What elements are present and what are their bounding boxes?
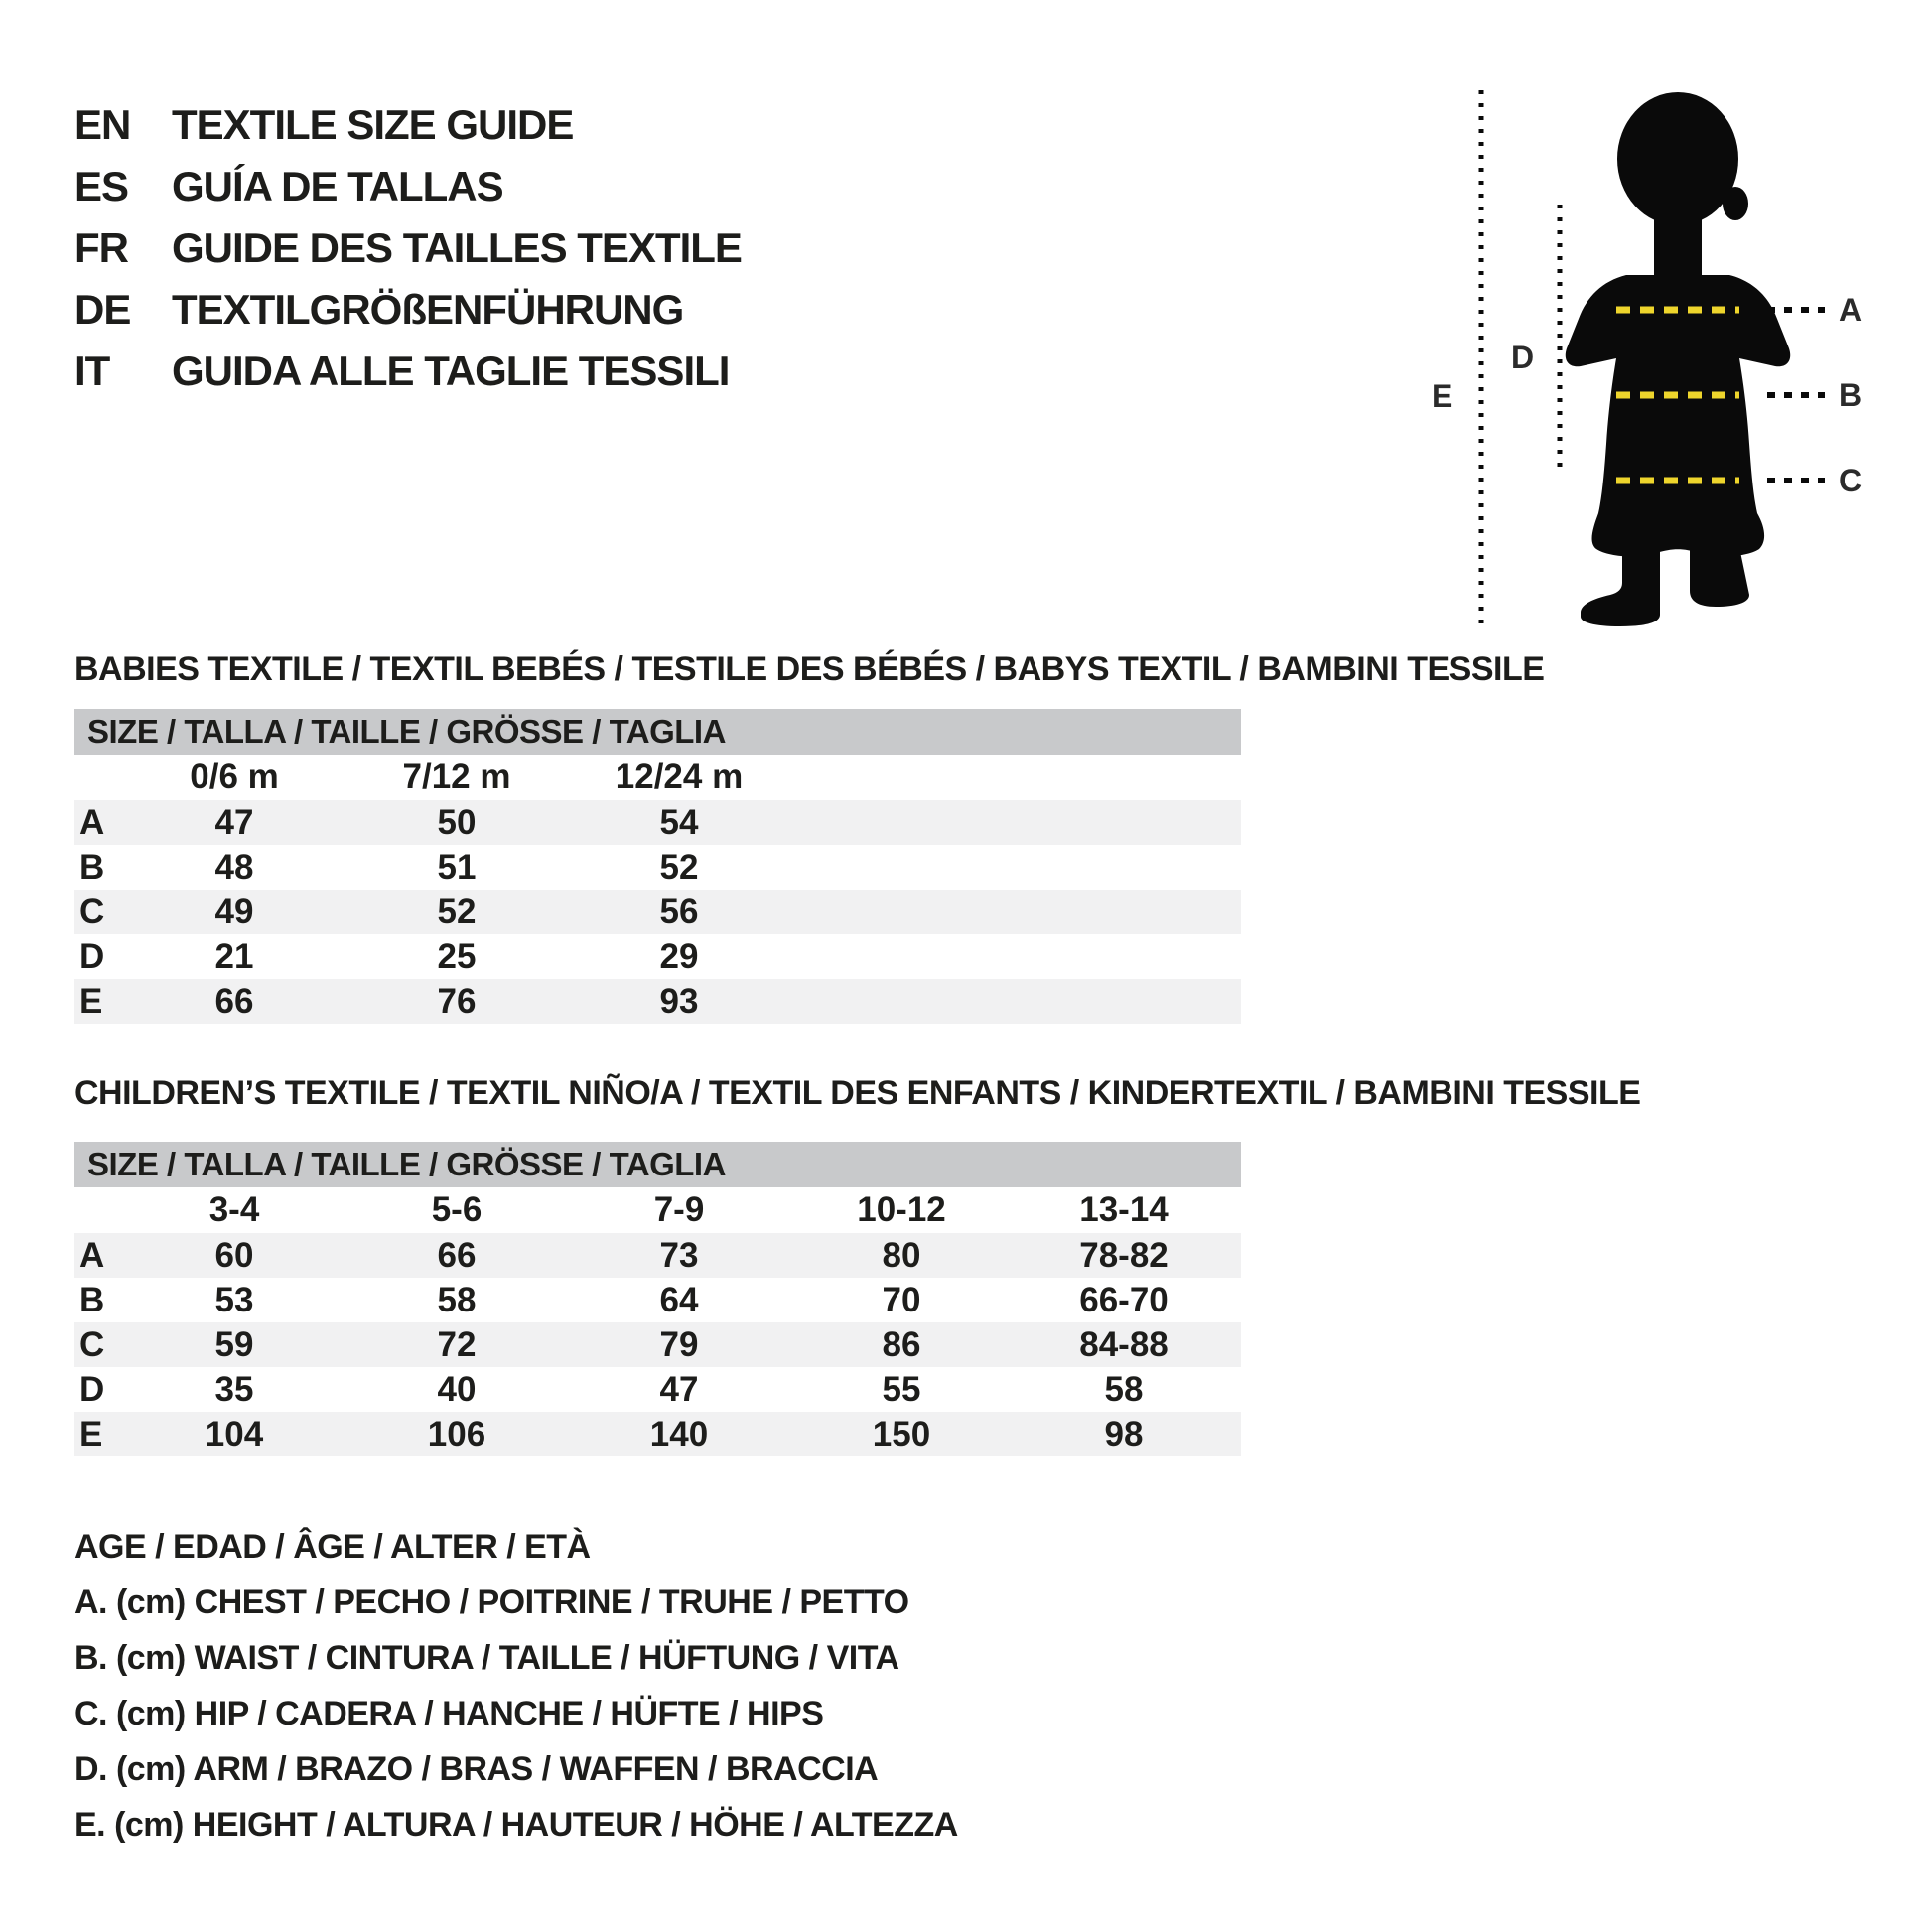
label-e: E (1432, 378, 1453, 414)
table-cell: 40 (437, 1370, 477, 1409)
child-silhouette (1566, 92, 1790, 626)
language-row-de (74, 279, 742, 341)
table-cell: 53 (214, 1281, 254, 1319)
row-letter: C (79, 1325, 105, 1364)
table-cell: 35 (214, 1370, 254, 1409)
language-title: GUIDA ALLE TAGLIE TESSILI (172, 347, 730, 394)
babies-section-title: BABIES TEXTILE / TEXTIL BEBÉS / TESTILE DES BÉBÉS / BABYS TEXTIL / BAMBINI TESSILE (74, 650, 1545, 688)
table-cell: 78-82 (1079, 1236, 1169, 1275)
table-cell: 25 (437, 937, 477, 976)
language-row-en (74, 94, 742, 156)
language-code: EN (74, 101, 131, 148)
table-cell: 73 (659, 1236, 699, 1275)
table-cell: 66 (437, 1236, 477, 1275)
table-cell: 66 (214, 982, 254, 1021)
column-header: 5-6 (431, 1190, 483, 1229)
label-b: B (1839, 377, 1863, 413)
children-section-title: CHILDREN’S TEXTILE / TEXTIL NIÑO/A / TEXTIL DES ENFANTS / KINDERTEXTIL / BAMBINI TESSILE (74, 1074, 1641, 1112)
column-header-row (74, 755, 1241, 800)
measurement-legend (74, 1519, 958, 1853)
table-row-d (74, 1367, 1241, 1412)
row-letter: D (79, 937, 105, 976)
language-code: ES (74, 163, 129, 209)
column-header: 12/24 m (615, 758, 744, 796)
row-letter: C (79, 893, 105, 931)
babies-size-table (74, 709, 1241, 1024)
row-letter: B (79, 848, 105, 887)
legend-line-0: AGE / EDAD / ÂGE / ALTER / ETÀ (74, 1528, 591, 1566)
table-cell: 55 (882, 1370, 921, 1409)
legend-line-1: A. (cm) CHEST / PECHO / POITRINE / TRUHE / PETTO (74, 1584, 909, 1621)
table-cell: 50 (437, 803, 477, 842)
table-row-d (74, 934, 1241, 979)
table-cell: 93 (659, 982, 699, 1021)
table-cell: 79 (659, 1325, 699, 1364)
table-cell: 58 (437, 1281, 477, 1319)
table-row-a (74, 800, 1241, 845)
column-header: 0/6 m (190, 758, 279, 796)
table-cell: 56 (659, 893, 699, 931)
table-cell: 72 (437, 1325, 477, 1364)
table-cell: 48 (214, 848, 254, 887)
table-cell: 66-70 (1079, 1281, 1169, 1319)
table-cell: 60 (214, 1236, 254, 1275)
label-c: C (1839, 463, 1863, 498)
table-cell: 106 (427, 1415, 486, 1453)
table-cell: 70 (882, 1281, 921, 1319)
table-cell: 80 (882, 1236, 921, 1275)
language-code: FR (74, 224, 128, 271)
table-cell: 29 (659, 937, 699, 976)
table-cell: 47 (659, 1370, 699, 1409)
legend-line-2: B. (cm) WAIST / CINTURA / TAILLE / HÜFTUNG / VITA (74, 1639, 899, 1677)
table-cell: 76 (437, 982, 477, 1021)
column-header: 3-4 (208, 1190, 260, 1229)
table-cell: 47 (214, 803, 254, 842)
legend-line-4: D. (cm) ARM / BRAZO / BRAS / WAFFEN / BRACCIA (74, 1750, 879, 1788)
table-cell: 52 (437, 893, 477, 931)
children-size-table (74, 1142, 1241, 1456)
table-cell: 84-88 (1079, 1325, 1169, 1364)
column-header: 13-14 (1079, 1190, 1169, 1229)
table-row-e (74, 1412, 1241, 1456)
table-row-e (74, 979, 1241, 1024)
language-title: TEXTILE SIZE GUIDE (172, 101, 574, 148)
row-letter: D (79, 1370, 105, 1409)
language-title: TEXTILGRÖßENFÜHRUNG (172, 286, 684, 333)
table-header-bar: SIZE / TALLA / TAILLE / GRÖSSE / TAGLIA (74, 1142, 1241, 1187)
column-header: 7/12 m (402, 758, 511, 796)
table-cell: 140 (649, 1415, 709, 1453)
table-cell: 54 (659, 803, 699, 842)
language-title-list (74, 94, 742, 402)
language-code: IT (74, 347, 110, 394)
table-cell: 51 (437, 848, 477, 887)
legend-line-3: C. (cm) HIP / CADERA / HANCHE / HÜFTE / HIPS (74, 1695, 824, 1732)
row-letter: E (79, 982, 103, 1021)
table-row-a (74, 1233, 1241, 1278)
child-silhouette-diagram (1390, 55, 1932, 690)
table-row-c (74, 1322, 1241, 1367)
table-cell: 150 (872, 1415, 931, 1453)
row-letter: A (79, 1236, 105, 1275)
table-cell: 52 (659, 848, 699, 887)
language-row-es (74, 156, 742, 217)
table-row-b (74, 845, 1241, 890)
table-header-bar: SIZE / TALLA / TAILLE / GRÖSSE / TAGLIA (74, 709, 1241, 755)
table-row-c (74, 890, 1241, 934)
language-row-it (74, 341, 742, 402)
table-cell: 98 (1104, 1415, 1144, 1453)
table-cell: 21 (214, 937, 254, 976)
column-header: 10-12 (857, 1190, 946, 1229)
column-header-row (74, 1187, 1241, 1233)
row-letter: B (79, 1281, 105, 1319)
legend-line-5: E. (cm) HEIGHT / ALTURA / HAUTEUR / HÖHE / ALTEZZA (74, 1806, 958, 1844)
row-letter: A (79, 803, 105, 842)
table-cell: 49 (214, 893, 254, 931)
table-cell: 64 (659, 1281, 699, 1319)
column-header: 7-9 (653, 1190, 705, 1229)
language-title: GUIDE DES TAILLES TEXTILE (172, 224, 742, 271)
language-title: GUÍA DE TALLAS (172, 163, 503, 209)
label-d: D (1511, 340, 1535, 375)
table-cell: 59 (214, 1325, 254, 1364)
table-cell: 58 (1104, 1370, 1144, 1409)
measurement-figure (1390, 55, 1932, 690)
table-row-b (74, 1278, 1241, 1322)
language-row-fr (74, 217, 742, 279)
row-letter: E (79, 1415, 103, 1453)
label-a: A (1839, 292, 1863, 328)
table-cell: 86 (882, 1325, 921, 1364)
table-cell: 104 (205, 1415, 264, 1453)
language-code: DE (74, 286, 131, 333)
